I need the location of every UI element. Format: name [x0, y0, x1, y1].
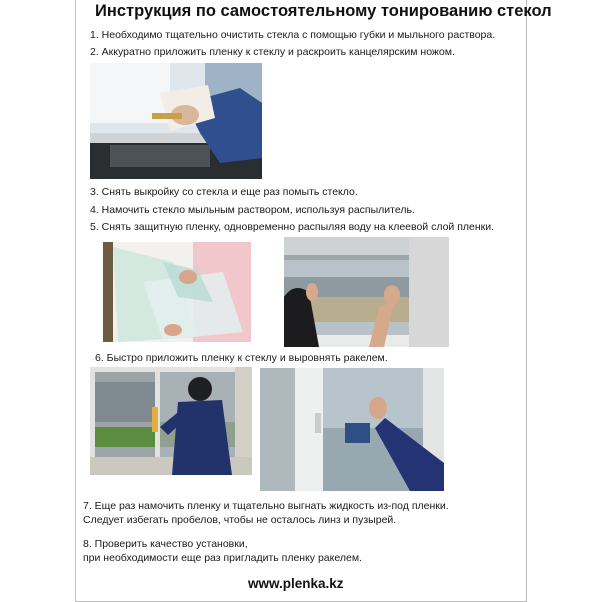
step-3-text: 3. Снять выкройку со стекла и еще раз помыть стекло.: [90, 186, 358, 198]
photo-squeegee-closeup: [260, 368, 444, 491]
step-1-text: 1. Необходимо тщательно очистить стекла с помощью губки и мыльного раствора.: [90, 29, 496, 41]
photo-hands-on-glass: [284, 237, 449, 347]
step-8-note: при необходимости еще раз пригладить пленку ракелем.: [83, 552, 362, 564]
step-7-note: Следует избегать пробелов, чтобы не осталось линз и пузырей.: [83, 514, 397, 526]
photo-peel-liner: [103, 242, 251, 342]
step-4-text: 4. Намочить стекло мыльным раствором, используя распылитель.: [90, 204, 415, 216]
step-6-text: 6. Быстро приложить пленку к стеклу и выровнять ракелем.: [95, 352, 388, 364]
step-7-text: 7. Еще раз намочить пленку и тщательно выгнать жидкость из-под пленки.: [83, 500, 449, 512]
step-8-text: 8. Проверить качество установки,: [83, 538, 248, 550]
document-title: Инструкция по самостоятельному тонированию стекол: [95, 2, 552, 20]
step-5-text: 5. Снять защитную пленку, одновременно распыляя воду на клеевой слой пленки.: [90, 221, 495, 233]
photo-apply-film: [90, 63, 262, 179]
photo-worker-squeegee: [90, 367, 252, 475]
website-link[interactable]: www.plenka.kz: [248, 576, 344, 591]
step-2-text: 2. Аккуратно приложить пленку к стеклу и раскроить канцелярским ножом.: [90, 46, 455, 58]
